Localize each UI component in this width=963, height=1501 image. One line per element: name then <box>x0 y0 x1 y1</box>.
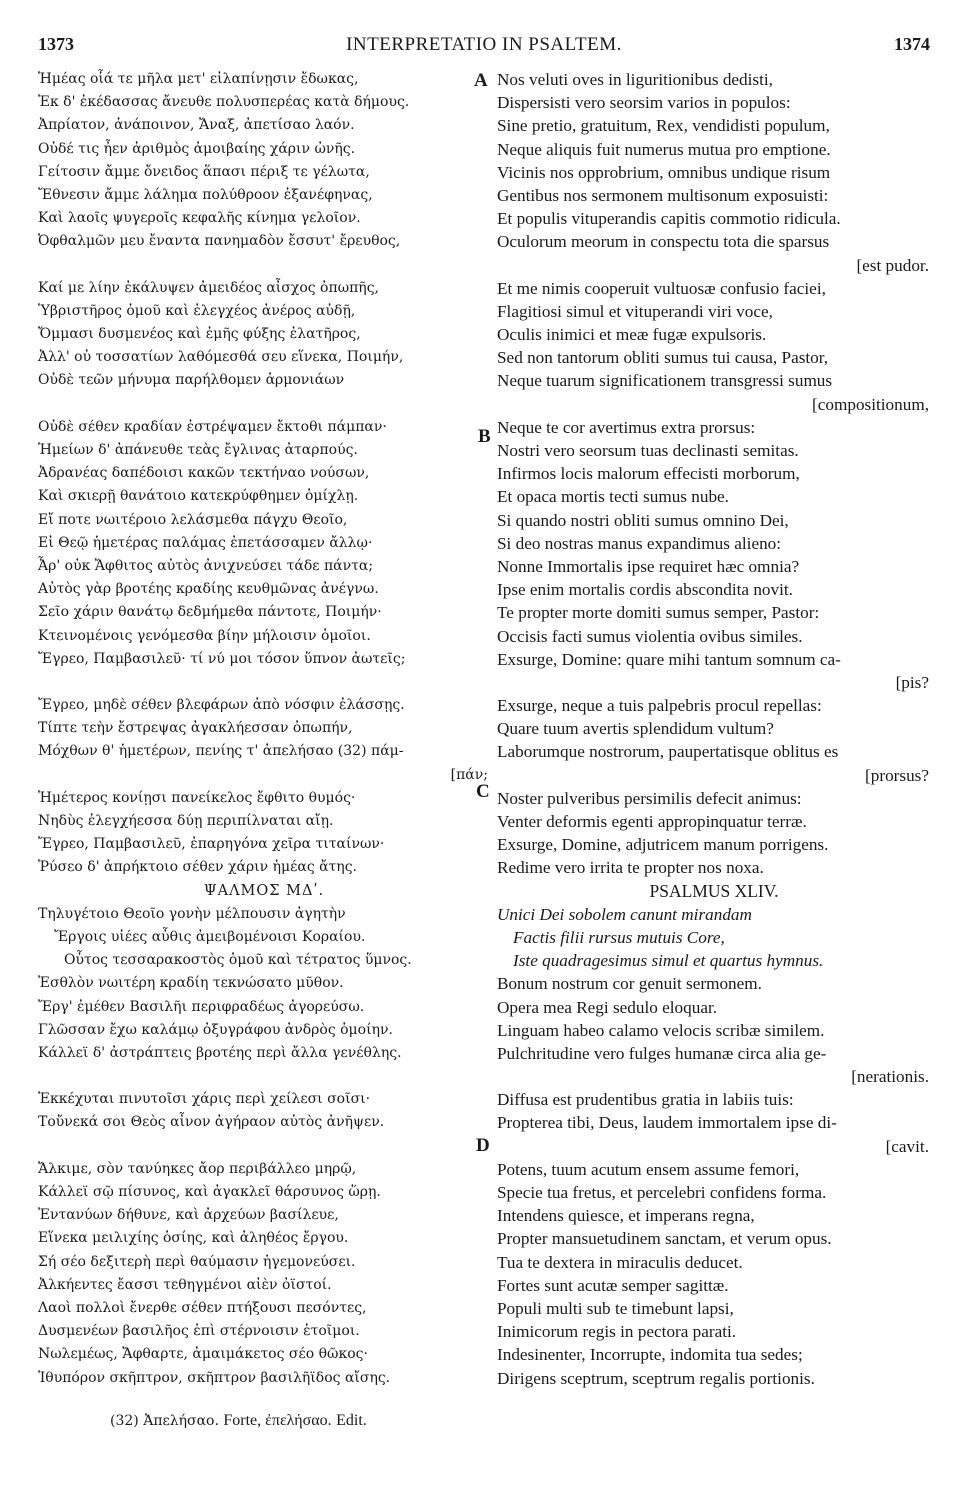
greek-line: Οὐδέ τις ἦεν ἀριθμὸς ἀμοιβαίης χάριν ὠνῆς. <box>38 140 356 157</box>
greek-line: Τηλυγέτοιο Θεοῖο γονὴν μέλπουσιν ἀγητὴν <box>38 905 346 922</box>
greek-line: Δυσμενέων βασιλῆος ἐπὶ στέρνοισιν ἑτοῖμοι. <box>38 1323 360 1340</box>
footnote <box>110 1412 367 1430</box>
greek-line: Ἀλκήεντες ἔασσι τεθηγμένοι αἰὲν ὀϊστοί. <box>38 1276 332 1293</box>
latin-line: Diffusa est prudentibus gratia in labiis tuis: <box>497 1090 794 1110</box>
greek-line: Μόχθων θ' ἡμετέρων, πενίης τ' ἀπελήσαο (32) πάμ- <box>38 743 404 760</box>
greek-line: Τίπτε τεὴν ἔστρεψας ἀγακλήεσσαν ὀπωπήν, <box>38 720 353 737</box>
latin-line: Fortes sunt acutæ semper sagittæ. <box>497 1275 729 1295</box>
greek-line: Εἰ Θεῷ ἡμετέρας παλάμας ἐπετάσσαμεν ἄλλῳ· <box>38 534 373 551</box>
latin-line: Pulchritudine vero fulges humanæ circa alia ge- <box>497 1043 827 1063</box>
latin-line: Potens, tuum acutum ensem assume femori, <box>497 1159 800 1179</box>
latin-line: Nostri vero seorsum tuas declinasti semitas. <box>497 441 799 460</box>
latin-line: Sine pretio, gratuitum, Rex, vendidisti populum, <box>497 116 830 136</box>
greek-line: Ἐντανύων δήθυνε, καὶ ἀρχεύων βασίλευε, <box>38 1207 339 1224</box>
greek-line: Ἔργοις υἱέες αὖθις ἀμειβομένοισι Κοραίου. <box>54 928 366 945</box>
footnote-greek-word: Ἀπελήσαο. <box>143 1413 219 1429</box>
greek-blank <box>38 393 490 416</box>
latin-line: Ipse enim mortalis cordis abscondita novit. <box>497 580 793 600</box>
latin-line: Neque te cor avertimus extra prorsus: <box>497 417 756 437</box>
latin-line: Tua te dextera in miraculis deducet. <box>497 1252 743 1272</box>
latin-line: Propterea tibi, Deus, laudem immortalem ipse di- <box>497 1113 837 1133</box>
footnote-text: Forte, ἐπελήσαο. <box>223 1412 332 1429</box>
latin-line: Indesinenter, Incorrupte, indomita tua sedes; <box>497 1345 803 1365</box>
latin-line: Nos veluti oves in liguritionibus dedisti, <box>497 70 773 89</box>
greek-line: Κάλλεϊ σῷ πίσυνος, καὶ ἀγακλεῖ θάρσυνος ὥρῃ. <box>38 1184 381 1200</box>
greek-line: Τοὔνεκά σοι Θεὸς αἶνον ἀγήραον αὐτὸς ἀνῆψεν. <box>38 1114 385 1131</box>
section-marker-c: C <box>476 781 490 802</box>
latin-line: Oculis inimici et meæ fugæ expulsoris. <box>497 325 767 345</box>
greek-line: Ἄλκιμε, σὸν τανύηκες ἄορ περιβάλλεο μηρῷ, <box>38 1160 357 1177</box>
running-title: INTERPRETATIO IN PSALTEM. <box>346 34 622 55</box>
greek-line: Ἀπρίατον, ἀνάποινον, Ἄναξ, ἀπετίσαο λαόν. <box>38 117 355 134</box>
latin-line: Venter deformis egenti appropinquatur terræ. <box>497 812 807 831</box>
greek-line: Ἐκκέχυται πινυτοῖσι χάρις περὶ χείλεσι σοῖσι· <box>38 1091 371 1108</box>
greek-line: Εἵνεκα μειλιχίης ὁσίης, καὶ ἀληθέος ἔργου. <box>38 1230 349 1247</box>
latin-line: Exsurge, neque a tuis palpebris procul repellas: <box>497 696 822 716</box>
latin-line: Neque tuarum significationem transgressi sumus <box>497 371 833 391</box>
greek-line: Ἀλλ' οὐ τοσσατίων λαθόμεσθά σευ εἵνεκα, Ποιμήν, <box>38 349 404 366</box>
latin-line-continuation: [est pudor. <box>856 255 929 275</box>
greek-column <box>38 68 490 1390</box>
latin-line: Exsurge, Domine, adjutricem manum porrigens. <box>497 835 829 855</box>
greek-line-continuation: [πάν; <box>450 766 488 783</box>
greek-line: Ἔθνεσιν ἄμμε λάλημα πολύθροον ἐξανέφηνας, <box>38 186 373 203</box>
greek-line: Ἀδρανέας δαπέδοισι κακῶν τεκτήναο νούσων, <box>38 465 370 482</box>
latin-line: Dirigens sceptrum, sceptrum regalis portionis. <box>497 1368 815 1388</box>
greek-line: Ὄμμασι δυσμενέος καὶ ἐμῆς φύξης ἐλατῆρος, <box>38 326 361 343</box>
greek-line: Νωλεμέως, Ἄφθαρτε, ἀμαιμάκετος σέο θῶκος· <box>38 1346 368 1363</box>
greek-line: Οὐδὲ τεῶν μήνυμα παρήλθομεν ἁρμονιάων <box>38 372 345 389</box>
greek-blank <box>38 1065 490 1088</box>
greek-line: Ἰθυπόρον σκῆπτρον, σκῆπτρον βασιλῆϊδος αἴσης. <box>38 1369 391 1386</box>
greek-line: Κάλλεϊ δ' ἀστράπτεις βροτέης περὶ ἄλλα γενέθλης. <box>38 1044 402 1061</box>
greek-line: Ἆρ' οὐκ Ἄφθιτος αὐτὸς ἀνιχνεύσει τάδε πάντα; <box>38 557 374 574</box>
latin-line: Propter mansuetudinem sanctam, et verum opus. <box>497 1229 832 1249</box>
footnote-number: (32) <box>110 1413 139 1429</box>
greek-line: Ἔργ' ἐμέθεν Βασιλῆι περιφραδέως ἀγορεύσω. <box>38 998 365 1015</box>
greek-line: Οὐδὲ σέθεν κραδίαν ἐστρέψαμεν ἔκτοθι πάμπαν· <box>38 418 387 435</box>
greek-line: Ἐκ δ' ἐκέδασσας ἄνευθε πολυσπερέας κατὰ δήμους. <box>38 94 410 111</box>
latin-line: Opera mea Regi sedulo eloquar. <box>497 997 718 1017</box>
latin-line: Populi multi sub te timebunt lapsi, <box>497 1298 734 1318</box>
latin-line-continuation: [prorsus? <box>865 765 929 785</box>
greek-line: Ἔγρεο, μηδὲ σέθεν βλεφάρων ἀπὸ νόσφιν ἐλάσσῃς. <box>38 697 405 714</box>
latin-line: Si quando nostri obliti sumus omnino Dei, <box>497 510 789 530</box>
latin-line: Sed non tantorum obliti sumus tui causa, Pastor, <box>497 348 829 368</box>
latin-line: Infirmos locis malorum effecisti morborum, <box>497 464 800 484</box>
latin-line-argument: Unici Dei sobolem canunt mirandam <box>497 904 752 924</box>
greek-line: Ἔγρεο, Παμβασιλεῦ, ἐπαρηγόνα χεῖρα τιταίνων· <box>38 836 385 853</box>
latin-line: Quare tuum avertis splendidum vultum? <box>497 719 774 739</box>
section-marker-a: A <box>474 70 488 91</box>
latin-line: Gentibus nos sermonem multisonum exposuisti: <box>497 185 829 205</box>
greek-line: Κτεινομένοις γενόμεσθα βίην μήλοισιν ὁμοῖοι. <box>38 627 371 644</box>
greek-line: Νηδὺς ἐλεγχήεσσα δύῃ περιπίλναται αἴῃ. <box>38 813 334 829</box>
greek-line: Οὗτος τεσσαρακοστὸς ὁμοῦ καὶ τέτρατος ὕμνος. <box>64 952 412 969</box>
greek-line: Ἡμέτερος κονίῃσι πανείκελος ἔφθιτο θυμός· <box>38 789 356 806</box>
latin-line-argument: Factis filii rursus mutuis Core, <box>513 927 725 947</box>
latin-line-continuation: [nerationis. <box>851 1067 929 1087</box>
page-number-left: 1373 <box>38 34 74 54</box>
greek-line: Ἔγρεο, Παμβασιλεῦ· τί νύ μοι τόσον ὕπνον ἀωτεῖς; <box>38 650 406 667</box>
latin-line: Laborumque nostrorum, paupertatisque oblitus es <box>497 742 839 762</box>
greek-blank <box>38 254 490 277</box>
greek-line: Ὑβριστῆρος ὁμοῦ καὶ ἐλεγχέος ἀνέρος αὐδῇ, <box>38 302 356 319</box>
latin-line: Dispersisti vero seorsim varios in populos: <box>497 93 791 113</box>
greek-line: Ἐσθλὸν νωιτέρη κραδίη τεκνώσατο μῦθον. <box>38 975 344 992</box>
greek-line: Καί με λίην ἐκάλυψεν ἀμειδέος αἶσχος ὀπωπῆς, <box>38 279 379 296</box>
latin-line: Nonne Immortalis ipse requiret hæc omnia? <box>497 556 800 576</box>
latin-line: Flagitiosi simul et vituperandi viri voce, <box>497 301 773 321</box>
latin-line-continuation: [compositionum, <box>812 394 929 414</box>
latin-line: Intendens quiesce, et imperans regna, <box>497 1206 755 1226</box>
greek-line: Γείτοσιν ἄμμε ὄνειδος ἅπασι πέριξ τε γέλωτα, <box>38 163 370 180</box>
latin-line: Si deo nostras manus expandimus alieno: <box>497 533 782 553</box>
greek-line: Λαοὶ πολλοὶ ἔνερθε σέθεν πτήξουσι πεσόντες, <box>38 1299 367 1316</box>
latin-line: Neque aliquis fuit numerus mutua pro emptione. <box>497 139 831 159</box>
page-header <box>38 34 930 58</box>
latin-line: Occisis facti sumus violentia ovibus similes. <box>497 626 803 646</box>
latin-line: Oculorum meorum in conspectu tota die sparsus <box>497 232 830 252</box>
latin-psalm-heading: PSALMUS XLIV. <box>649 880 779 901</box>
greek-line: Αὐτὸς γὰρ βροτέης κραδίης κευθμῶνας ἀνέγνω. <box>38 581 379 598</box>
latin-line: Et me nimis cooperuit vultuosæ confusio faciei, <box>497 278 826 298</box>
latin-column <box>497 68 931 1390</box>
latin-line: Te propter morte domiti sumus semper, Pastor: <box>497 603 820 623</box>
latin-line: Linguam habeo calamo velocis scribæ similem. <box>497 1020 825 1040</box>
greek-line: Καὶ σκιερῇ θανάτοιο κατεκρύφθημεν ὁμίχλῃ. <box>38 488 359 505</box>
greek-line: Σεῖο χάριν θανάτῳ δεδμήμεθα πάντοτε, Ποιμήν· <box>38 604 382 621</box>
greek-line: Σή σέο δεξιτερὴ περὶ θαύμασιν ἡγεμονεύσει. <box>38 1253 356 1270</box>
greek-psalm-heading: ΨΑΛΜΟΣ ΜΔʹ. <box>203 882 325 899</box>
latin-line: Vicinis nos opprobrium, omnibus undique risum <box>497 162 831 182</box>
latin-line-continuation: [pis? <box>895 672 929 692</box>
page-number-right: 1374 <box>894 34 930 54</box>
latin-line: Inimicorum regis in pectora parati. <box>497 1322 737 1342</box>
greek-line: Γλῶσσαν ἔχω καλάμῳ ὀξυγράφου ἀνδρὸς ὁμοίην. <box>38 1021 393 1038</box>
greek-line: Εἴ ποτε νωιτέροιο λελάσμεθα πάγχυ Θεοῖο, <box>38 511 348 528</box>
latin-line: Exsurge, Domine: quare mihi tantum somnum ca- <box>497 649 841 669</box>
greek-blank <box>38 1135 490 1158</box>
latin-line: Et opaca mortis tecti sumus nube. <box>497 487 729 507</box>
section-marker-d: D <box>476 1135 490 1156</box>
greek-blank <box>38 671 490 694</box>
greek-line: Ἡμείων δ' ἀπάνευθε τεὰς ἔγλινας ἀταρπούς. <box>38 442 358 458</box>
section-marker-b: B <box>478 426 491 447</box>
latin-line-argument: Iste quadragesimus simul et quartus hymnus. <box>513 951 824 971</box>
latin-line-continuation: [cavit. <box>885 1136 929 1156</box>
latin-line: Redime vero irrita te propter nos noxa. <box>497 858 764 878</box>
latin-line: Bonum nostrum cor genuit sermonem. <box>497 974 762 994</box>
footnote-edit: Edit. <box>336 1412 367 1429</box>
latin-line: Specie tua fretus, et percelebri confidens forma. <box>497 1183 827 1202</box>
greek-line: Ἡμέας οἷά τε μῆλα μετ' εἰλαπίνῃσιν ἔδωκας, <box>38 71 359 87</box>
latin-line: Et populis vituperandis capitis commotio ridicula. <box>497 209 841 229</box>
greek-line: Ῥύσεο δ' ἀπρήκτοιο σέθεν χάριν ἡμέας ἄτης. <box>38 859 357 876</box>
greek-line: Καὶ λαοῖς ψυγεροῖς κεφαλῆς κίνημα γελοῖον. <box>38 210 361 227</box>
greek-line: Ὀφθαλμῶν μευ ἔναντα πανημαδὸν ἔσσυτ' ἔρευθος, <box>38 233 401 250</box>
latin-line: Noster pulveribus persimilis defecit animus: <box>497 788 802 808</box>
